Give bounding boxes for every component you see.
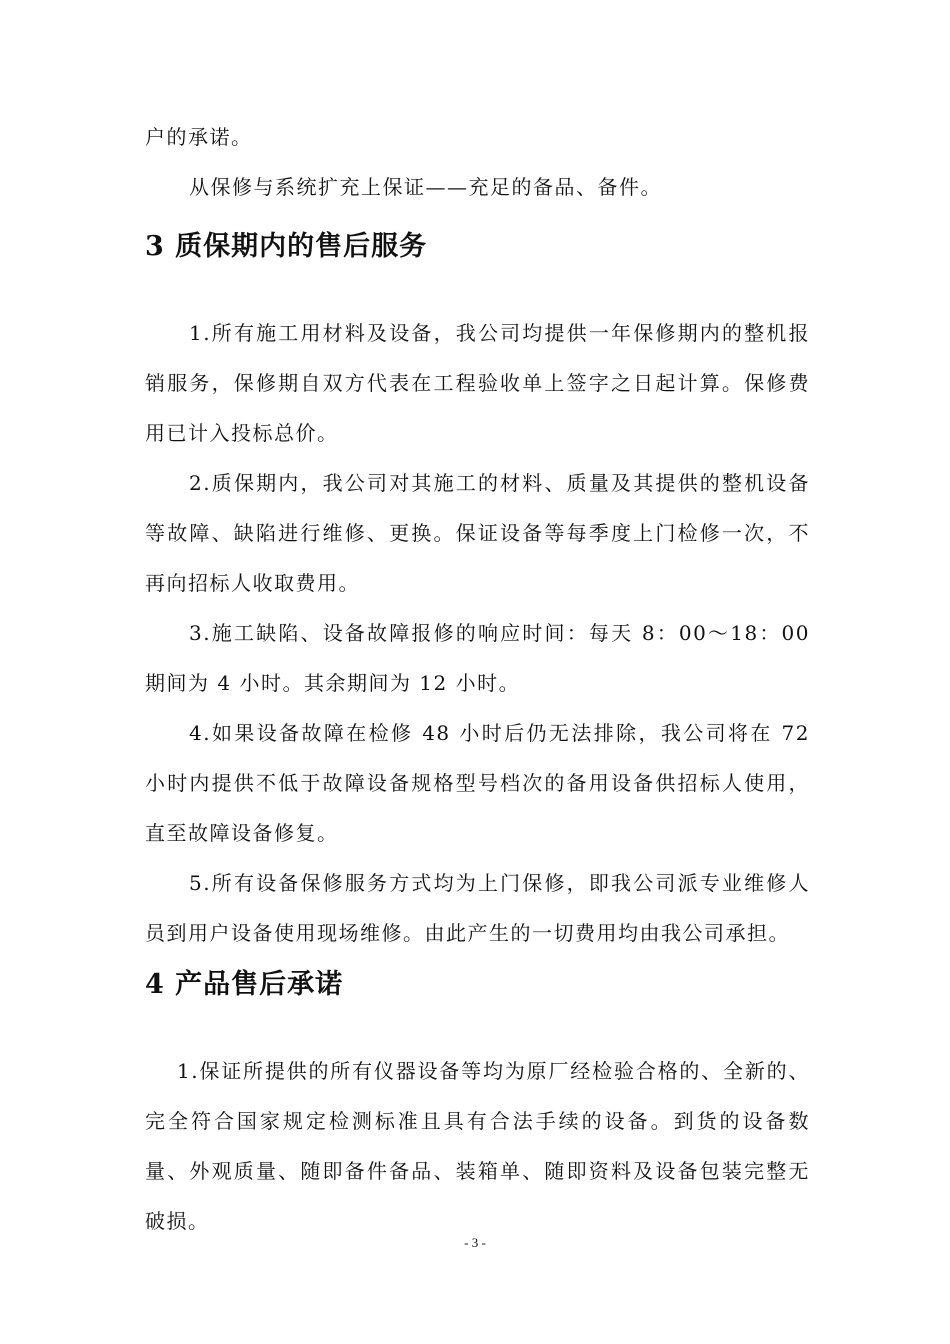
page-number: - 3 - xyxy=(464,1235,486,1250)
section3-item-5: 5.所有设备保修服务方式均为上门保修，即我公司派专业维修人员到用户设备使用现场维修。由此产生的一切费用均由我公司承担。 xyxy=(145,871,810,945)
document-body xyxy=(145,112,810,1246)
paragraph-continuation: 户的承诺。 xyxy=(145,125,253,149)
section-heading-warranty-service: 3 质保期内的售后服务 xyxy=(145,231,428,262)
paragraph-spare-parts: 从保修与系统扩充上保证——充足的备品、备件。 xyxy=(189,175,662,199)
section3-item-4: 4.如果设备故障在检修 48 小时后仍无法排除，我公司将在 72 小时内提供不低于故障设备规格型号档次的备用设备供招标人使用，直至故障设备修复。 xyxy=(145,721,810,845)
section3-item-1: 1.所有施工用材料及设备，我公司均提供一年保修期内的整机报销服务，保修期自双方代表在工程验收单上签字之日起计算。保修费用已计入投标总价。 xyxy=(145,321,810,445)
section-heading-product-commitment: 4 产品售后承诺 xyxy=(145,969,344,1000)
section4-item-1: 1.保证所提供的所有仪器设备等均为原厂经检验合格的、全新的、完全符合国家规定检测标准且具有合法手续的设备。到货的设备数量、外观质量、随即备件备品、装箱单、随即资料及设备包装完整无破损。 xyxy=(145,1059,810,1233)
section3-item-2: 2.质保期内，我公司对其施工的材料、质量及其提供的整机设备等故障、缺陷进行维修、更换。保证设备等每季度上门检修一次，不再向招标人收取费用。 xyxy=(145,471,810,595)
section3-item-3: 3.施工缺陷、设备故障报修的响应时间：每天 8：00～18：00 期间为 4 小时。其余期间为 12 小时。 xyxy=(145,621,810,695)
